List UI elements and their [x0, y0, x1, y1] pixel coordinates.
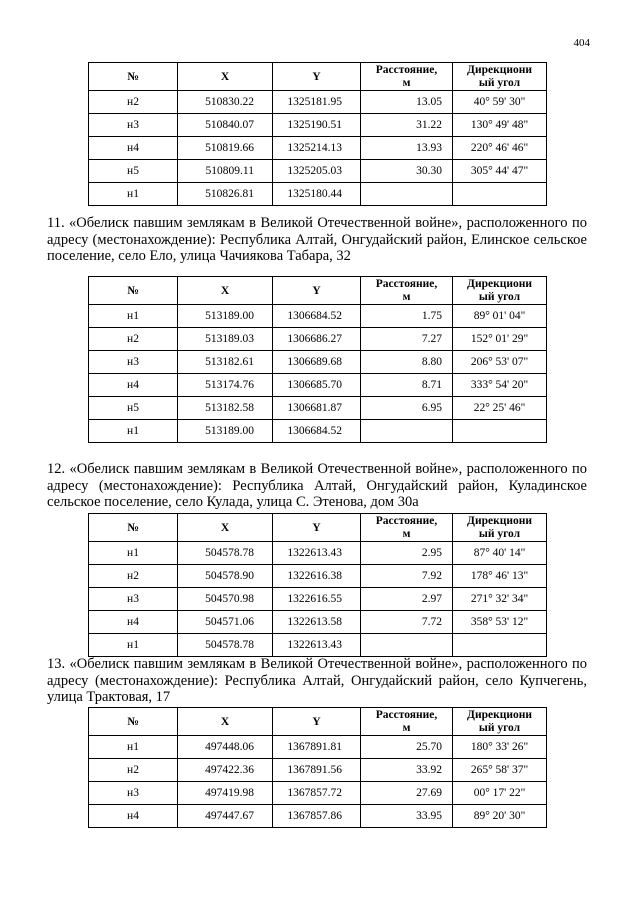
cell-directional-angle: 178° 46' 13" [453, 565, 547, 588]
cell-x-coordinate: 497448.06 [178, 736, 273, 759]
cell-y-coordinate: 1325205.03 [273, 160, 361, 183]
header-angle-line1: Дирекциони [467, 514, 532, 527]
table-row [89, 137, 547, 160]
cell-y-coordinate: 1306681.87 [273, 397, 361, 420]
cell-distance: 33.95 [361, 805, 453, 828]
header-distance [361, 514, 453, 542]
cell-distance: 7.72 [361, 611, 453, 634]
cell-x-coordinate: 513189.00 [178, 305, 273, 328]
header-distance-line1: Расстояние, [375, 63, 438, 76]
cell-y-coordinate: 1322613.43 [273, 634, 361, 657]
cell-point-number: н3 [89, 114, 178, 137]
header-y: Y [273, 514, 361, 542]
cell-y-coordinate: 1306686.27 [273, 328, 361, 351]
cell-x-coordinate: 504570.98 [178, 588, 273, 611]
header-num: № [89, 63, 178, 91]
table-row [89, 160, 547, 183]
cell-y-coordinate: 1367891.81 [273, 736, 361, 759]
cell-distance [361, 634, 453, 657]
cell-directional-angle [453, 183, 547, 206]
header-distance [361, 277, 453, 305]
table-row [89, 634, 547, 657]
object-description-12: 12. «Обелиск павшим землякам в Великой Отечественной войне», расположенного по адресу (местонахождение): Республика Алтай, Онгудайский район, Куладинское сельское поселение, село Кулада, улица С. Этенова, дом 30а [47, 461, 587, 510]
cell-directional-angle: 87° 40' 14" [453, 542, 547, 565]
table-row [89, 305, 547, 328]
table-row [89, 611, 547, 634]
cell-y-coordinate: 1306684.52 [273, 420, 361, 443]
table-row [89, 91, 547, 114]
header-angle [453, 708, 547, 736]
table-body [89, 91, 547, 206]
cell-y-coordinate: 1325190.51 [273, 114, 361, 137]
table-row [89, 328, 547, 351]
cell-x-coordinate: 513189.00 [178, 420, 273, 443]
cell-distance: 1.75 [361, 305, 453, 328]
table-row [89, 805, 547, 828]
coordinates-table [88, 62, 547, 206]
header-y: Y [273, 277, 361, 305]
cell-y-coordinate: 1367891.56 [273, 759, 361, 782]
cell-x-coordinate: 497447.67 [178, 805, 273, 828]
cell-point-number: н3 [89, 782, 178, 805]
cell-y-coordinate: 1322616.38 [273, 565, 361, 588]
cell-distance: 13.05 [361, 91, 453, 114]
cell-distance: 2.95 [361, 542, 453, 565]
cell-point-number: н5 [89, 397, 178, 420]
header-x: X [178, 63, 273, 91]
coordinates-table [88, 513, 547, 657]
header-x: X [178, 514, 273, 542]
cell-y-coordinate: 1325214.13 [273, 137, 361, 160]
table-header-row [89, 63, 547, 91]
cell-y-coordinate: 1367857.86 [273, 805, 361, 828]
cell-directional-angle: 305° 44' 47" [453, 160, 547, 183]
header-angle-line2: ый угол [478, 721, 521, 734]
header-distance-line1: Расстояние, [375, 708, 438, 721]
table-row [89, 542, 547, 565]
table-body [89, 542, 547, 657]
table-row [89, 114, 547, 137]
cell-x-coordinate: 510826.81 [178, 183, 273, 206]
cell-directional-angle: 89° 01' 04" [453, 305, 547, 328]
cell-directional-angle: 22° 25' 46" [453, 397, 547, 420]
cell-x-coordinate: 504578.78 [178, 634, 273, 657]
cell-directional-angle [453, 420, 547, 443]
cell-x-coordinate: 497419.98 [178, 782, 273, 805]
cell-y-coordinate: 1325180.44 [273, 183, 361, 206]
cell-distance: 27.69 [361, 782, 453, 805]
cell-y-coordinate: 1367857.72 [273, 782, 361, 805]
cell-point-number: н5 [89, 160, 178, 183]
cell-directional-angle: 180° 33' 26" [453, 736, 547, 759]
header-distance-line2: м [402, 76, 411, 89]
table-header-row [89, 277, 547, 305]
cell-distance: 8.80 [361, 351, 453, 374]
cell-point-number: н1 [89, 736, 178, 759]
cell-point-number: н2 [89, 565, 178, 588]
cell-y-coordinate: 1325181.95 [273, 91, 361, 114]
header-angle [453, 514, 547, 542]
cell-y-coordinate: 1322613.58 [273, 611, 361, 634]
header-angle-line1: Дирекциони [467, 63, 532, 76]
header-distance-line1: Расстояние, [375, 514, 438, 527]
header-num: № [89, 708, 178, 736]
cell-point-number: н2 [89, 759, 178, 782]
cell-y-coordinate: 1306685.70 [273, 374, 361, 397]
cell-distance [361, 183, 453, 206]
object-description-11: 11. «Обелиск павшим землякам в Великой Отечественной войне», расположенного по адресу (местонахождение): Республика Алтай, Онгудайский район, Елинское сельское поселение, село Ело, улица Чачиякова Табара, 32 [47, 215, 587, 264]
table-header-row [89, 514, 547, 542]
cell-distance: 25.70 [361, 736, 453, 759]
cell-distance: 8.71 [361, 374, 453, 397]
cell-directional-angle: 152° 01' 29" [453, 328, 547, 351]
header-num: № [89, 514, 178, 542]
table-body [89, 736, 547, 828]
cell-point-number: н1 [89, 634, 178, 657]
cell-y-coordinate: 1306684.52 [273, 305, 361, 328]
cell-x-coordinate: 513189.03 [178, 328, 273, 351]
cell-directional-angle: 358° 53' 12" [453, 611, 547, 634]
cell-y-coordinate: 1322613.43 [273, 542, 361, 565]
cell-distance: 31.22 [361, 114, 453, 137]
cell-x-coordinate: 513174.76 [178, 374, 273, 397]
cell-y-coordinate: 1306689.68 [273, 351, 361, 374]
cell-directional-angle [453, 634, 547, 657]
header-y: Y [273, 63, 361, 91]
cell-directional-angle: 265° 58' 37" [453, 759, 547, 782]
cell-directional-angle: 271° 32' 34" [453, 588, 547, 611]
header-distance [361, 708, 453, 736]
table-row [89, 183, 547, 206]
cell-directional-angle: 130° 49' 48" [453, 114, 547, 137]
table-row [89, 782, 547, 805]
header-angle-line2: ый угол [478, 527, 521, 540]
table-row [89, 565, 547, 588]
cell-point-number: н2 [89, 91, 178, 114]
header-x: X [178, 277, 273, 305]
cell-directional-angle: 206° 53' 07" [453, 351, 547, 374]
cell-point-number: н1 [89, 305, 178, 328]
table-row [89, 736, 547, 759]
cell-point-number: н4 [89, 374, 178, 397]
table-row [89, 351, 547, 374]
cell-point-number: н2 [89, 328, 178, 351]
cell-point-number: н1 [89, 183, 178, 206]
table-row [89, 759, 547, 782]
cell-x-coordinate: 504578.90 [178, 565, 273, 588]
cell-directional-angle: 333° 54' 20" [453, 374, 547, 397]
header-distance-line1: Расстояние, [375, 277, 438, 290]
cell-x-coordinate: 513182.61 [178, 351, 273, 374]
cell-directional-angle: 220° 46' 46" [453, 137, 547, 160]
header-distance [361, 63, 453, 91]
header-angle-line2: ый угол [478, 290, 521, 303]
header-angle [453, 63, 547, 91]
cell-point-number: н4 [89, 805, 178, 828]
cell-point-number: н4 [89, 137, 178, 160]
cell-directional-angle: 40° 59' 30" [453, 91, 547, 114]
cell-distance [361, 420, 453, 443]
header-x: X [178, 708, 273, 736]
cell-x-coordinate: 510840.07 [178, 114, 273, 137]
object-description-13: 13. «Обелиск павшим землякам в Великой Отечественной войне», расположенного по адресу (местонахождение): Республика Алтай, Онгудайский район, село Купчегень, улица Трактовая, 17 [47, 656, 587, 705]
header-angle-line2: ый угол [478, 76, 521, 89]
cell-distance: 13.93 [361, 137, 453, 160]
table-row [89, 374, 547, 397]
cell-distance: 30.30 [361, 160, 453, 183]
cell-point-number: н4 [89, 611, 178, 634]
coordinates-table [88, 707, 547, 828]
cell-point-number: н3 [89, 351, 178, 374]
cell-x-coordinate: 504571.06 [178, 611, 273, 634]
cell-point-number: н1 [89, 420, 178, 443]
cell-distance: 2.97 [361, 588, 453, 611]
coordinates-table [88, 276, 547, 443]
header-y: Y [273, 708, 361, 736]
header-angle [453, 277, 547, 305]
cell-x-coordinate: 497422.36 [178, 759, 273, 782]
cell-point-number: н3 [89, 588, 178, 611]
cell-directional-angle: 89° 20' 30" [453, 805, 547, 828]
header-distance-line2: м [402, 290, 411, 303]
header-num: № [89, 277, 178, 305]
cell-x-coordinate: 510819.66 [178, 137, 273, 160]
cell-x-coordinate: 513182.58 [178, 397, 273, 420]
header-distance-line2: м [402, 527, 411, 540]
cell-distance: 7.92 [361, 565, 453, 588]
table-body [89, 305, 547, 443]
cell-x-coordinate: 510809.11 [178, 160, 273, 183]
cell-directional-angle: 00° 17' 22" [453, 782, 547, 805]
table-row [89, 420, 547, 443]
cell-x-coordinate: 504578.78 [178, 542, 273, 565]
cell-distance: 7.27 [361, 328, 453, 351]
page-number: 404 [573, 37, 590, 49]
table-row [89, 397, 547, 420]
header-angle-line1: Дирекциони [467, 277, 532, 290]
header-distance-line2: м [402, 721, 411, 734]
cell-point-number: н1 [89, 542, 178, 565]
table-header-row [89, 708, 547, 736]
table-row [89, 588, 547, 611]
cell-distance: 6.95 [361, 397, 453, 420]
cell-distance: 33.92 [361, 759, 453, 782]
cell-x-coordinate: 510830.22 [178, 91, 273, 114]
header-angle-line1: Дирекциони [467, 708, 532, 721]
cell-y-coordinate: 1322616.55 [273, 588, 361, 611]
